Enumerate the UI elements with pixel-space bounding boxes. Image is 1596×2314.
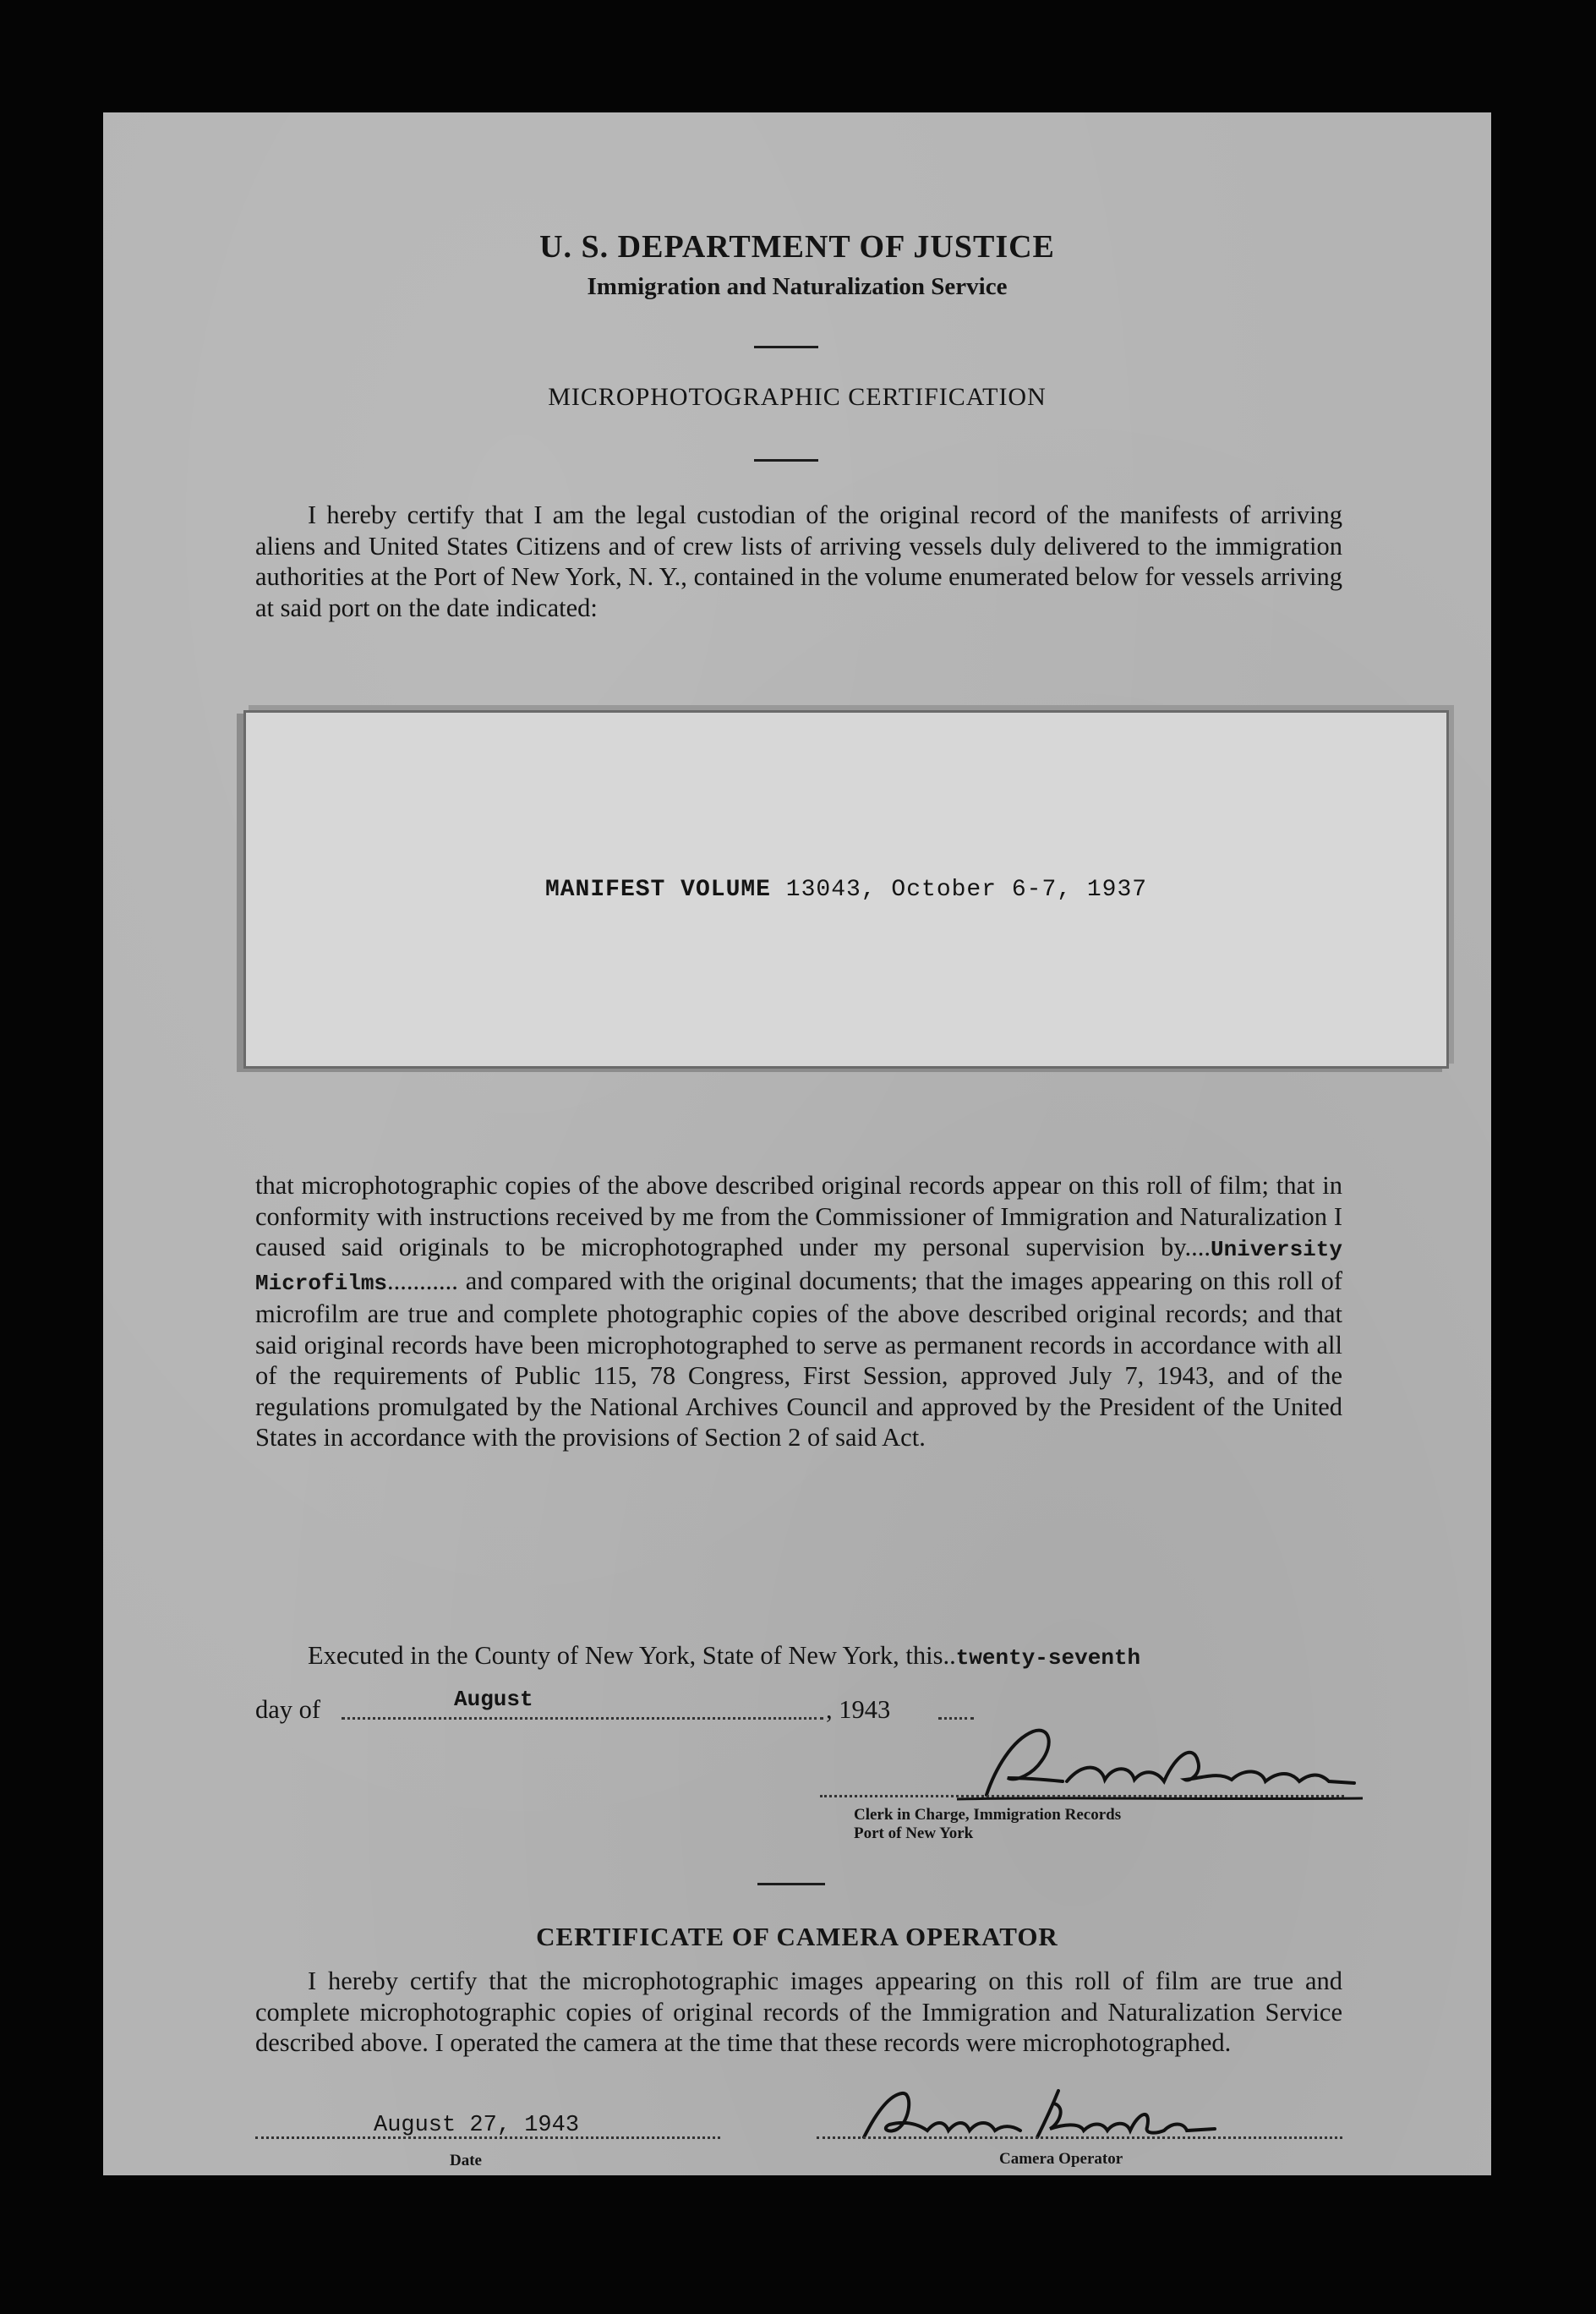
body-part1: that microphotographic copies of the above described original records appear on this roll of film; that in conformity with instructions received by me from the Commissioner of Immigration and Naturalization I caused said originals to be microphotographed under my personal supervision by.... [255, 1171, 1342, 1261]
manifest-value: 13043, October 6-7, 1937 [785, 876, 1148, 903]
clerk-title-line2: Port of New York [854, 1824, 974, 1842]
execution-line [308, 1641, 1140, 1671]
divider-rule [754, 346, 818, 348]
year-text: , 1943 [826, 1695, 891, 1724]
divider-rule [754, 459, 818, 462]
dots: .. [943, 1641, 956, 1670]
manifest-volume-text [246, 713, 1446, 1066]
manifest-label: MANIFEST VOLUME [544, 876, 771, 903]
certificate-page [103, 112, 1491, 2175]
clerk-title-line1: Clerk in Charge, Immigration Records [854, 1806, 1122, 1824]
day-of-line [255, 1695, 320, 1725]
clerk-signature [906, 1719, 1380, 1812]
service-subheading: Immigration and Naturalization Service [587, 273, 1008, 300]
department-heading: U. S. DEPARTMENT OF JUSTICE [539, 229, 1055, 265]
date-label: Date [450, 2152, 482, 2169]
camera-heading: CERTIFICATE OF CAMERA OPERATOR [536, 1922, 1058, 1951]
operator-signature [839, 2078, 1312, 2154]
month-dotted-line [342, 1717, 823, 1720]
typed-company: University Microfilms [255, 1237, 1342, 1296]
day-of-label: day of [255, 1695, 321, 1724]
operator-label: Camera Operator [999, 2150, 1123, 2168]
typed-day: twenty-seventh [955, 1645, 1141, 1671]
operator-signature-line [817, 2136, 1342, 2139]
typed-month: August [454, 1687, 533, 1712]
divider-rule [757, 1883, 825, 1885]
certification-title: MICROPHOTOGRAPHIC CERTIFICATION [548, 383, 1047, 411]
dots: ........... [387, 1266, 458, 1295]
execution-prefix: Executed in the County of New York, State of New York, this [308, 1641, 943, 1670]
clerk-title [854, 1806, 1121, 1843]
clerk-signature-line [820, 1795, 1344, 1797]
camera-paragraph: I hereby certify that the microphotographic images appearing on this roll of film are true and complete microphotographic copies of original records of the Immigration and Naturalization Service described above. I operated the camera at the time that these records were microphotographed. [255, 1967, 1342, 2057]
manifest-slip [243, 710, 1449, 1069]
typed-date: August 27, 1943 [374, 2113, 580, 2138]
body-paragraph [255, 1170, 1342, 1453]
intro-paragraph: I hereby certify that I am the legal custodian of the original record of the manifests of arriving aliens and United States Citizens and of crew lists of arriving vessels duly delivered to the immigration authorities at the Port of New York, N. Y., contained in the volume enumerated below for vessels arriving at said port on the date indicated: [255, 501, 1342, 622]
date-dotted-line [255, 2136, 720, 2139]
body-part2: and compared with the original documents; that the images appearing on this roll of microfilm are true and complete photographic copies of the above described original records; and that said original records have been microphotographed to serve as permanent records in accordance with all of the requirements of Public 115, 78 Congress, First Session, approved July 7, 1943, and of the regulations promulgated by the National Archives Council and approved by the President of the United States in accordance with the provisions of Section 2 of said Act. [255, 1266, 1342, 1452]
